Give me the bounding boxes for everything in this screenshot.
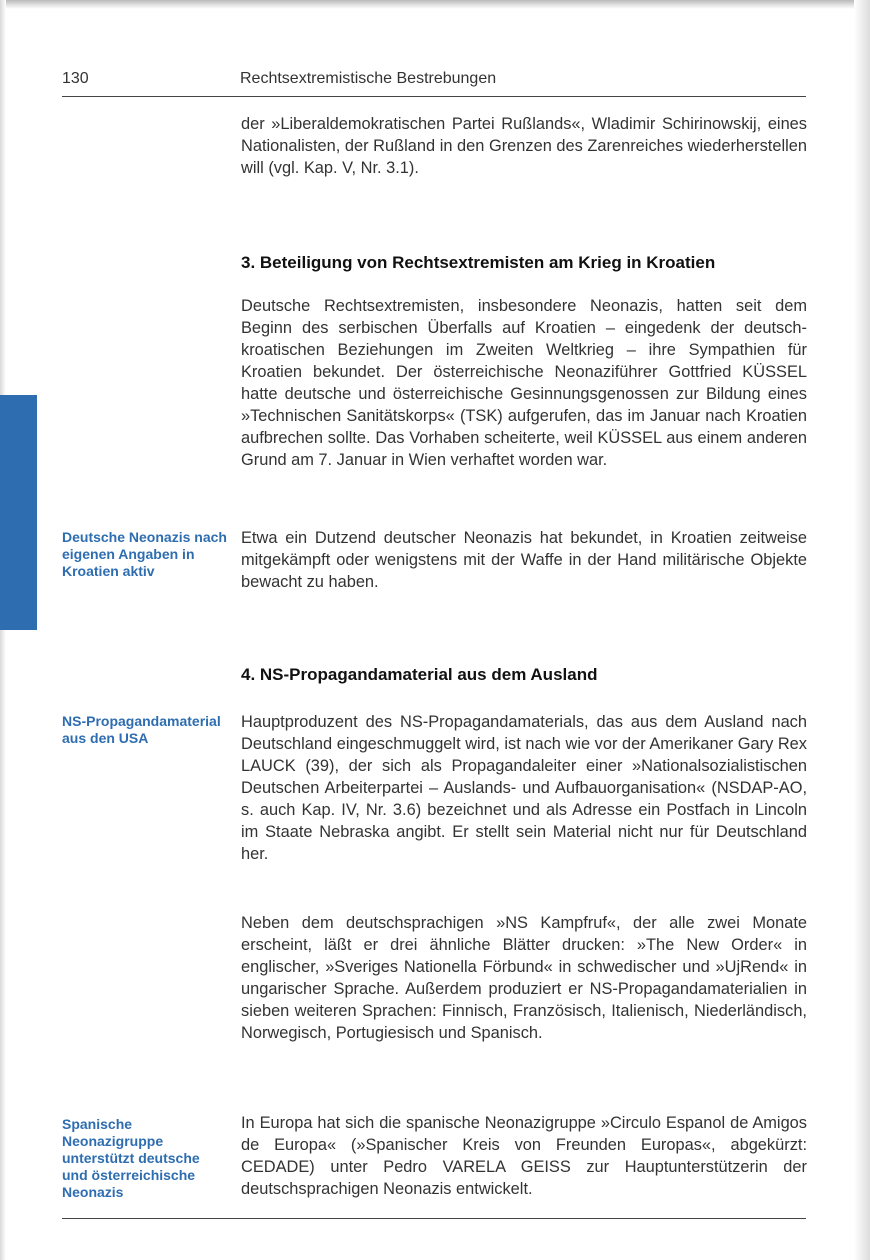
paragraph-intro: der »Liberaldemokratischen Partei Rußlands«, Wladimir Schirinowskij, eines Nationalisten, der Rußland in den Grenzen des Zarenreiches wiederherstellen will (vgl. Kap. V, Nr. 3.1). [241, 115, 807, 177]
paragraph-croatia-1: Deutsche Rechtsextremisten, insbesondere Neonazis, hatten seit dem Beginn des serbischen Überfalls auf Kroatien – eingedenk der deutsch-kroatischen Beziehungen im Zweiten Weltkrieg – ihre Sympathien für Kroatien bekundet. Der österreichische Neonaziführer Gottfried KÜSSEL hatte deutsche und österreichische Gesinnungsgenossen zur Bildung eines »Technischen Sanitätskorps« (TSK) aufgerufen, das im Januar nach Kroatien aufbrechen sollte. Das Vorhaben scheiterte, weil KÜSSEL aus einem anderen Grund am 7. Januar in Wien verhaftet worden war. [241, 297, 807, 469]
paragraph-propaganda-2: Neben dem deutschsprachigen »NS Kampfruf«, der alle zwei Monate erscheint, läßt er drei ähnliche Blätter drucken: »The New Order« in englischer, »Sveriges Nationella Förbund« in schwedischer und »UjRend« in ungarischer Sprache. Außerdem produziert er NS-Propagandamaterialien in sieben weiteren Sprachen: Finnisch, Französisch, Italienisch, Niederländisch, Norwegisch, Portugiesisch und Spanisch. [241, 914, 807, 1042]
chapter-thumb-tab [0, 395, 37, 630]
paragraph-propaganda-3: In Europa hat sich die spanische Neonazigruppe »Circulo Espanol de Amigos de Europa« (»Spanischer Kreis von Freunden Europas«, abgekürzt: CEDADE) unter Pedro VARELA GEISS zur Hauptunterstützerin der deutschsprachigen Neonazis entwickelt. [241, 1114, 807, 1198]
header-rule [62, 96, 806, 97]
running-title: Rechtsextremistische Bestrebungen [240, 70, 497, 87]
paragraph-croatia-2: Etwa ein Dutzend deutscher Neonazis hat bekundet, in Kroatien zeitweise mitgekämpft oder wenigstens mit der Waffe in der Hand militärische Objekte bewacht zu haben. [241, 529, 807, 591]
footer-rule [62, 1218, 806, 1219]
page-right-edge [854, 0, 870, 1260]
section-heading-4: 4. NS-Propagandamaterial aus dem Ausland [241, 665, 598, 684]
page-left-edge [0, 0, 6, 1260]
page-top-shadow [0, 0, 870, 9]
page-number: 130 [62, 70, 89, 87]
sidenote-croatia: Deutsche Neonazis nach eigenen Angaben in Kroatien aktiv [62, 529, 227, 579]
paragraph-propaganda-1: Hauptproduzent des NS-Propagandamaterials, das aus dem Ausland nach Deutschland eingeschmuggelt wird, ist nach wie vor der Amerikaner Gary Rex LAUCK (39), der sich als Propagandaleiter einer »Nationalsozialistischen Deutschen Arbeiterpartei – Auslands- und Aufbauorganisation« (NSDAP-AO, s. auch Kap. IV, Nr. 3.6) bezeichnet und als Adresse ein Postfach in Lincoln im Staate Nebraska angibt. Er stellt sein Material nicht nur für Deutschland her. [241, 713, 807, 863]
sidenote-spain: Spanische Neonazigruppe unterstützt deutsche und österreichische Neonazis [62, 1116, 200, 1200]
section-heading-3: 3. Beteiligung von Rechtsextremisten am Krieg in Kroatien [241, 253, 716, 272]
sidenote-usa: NS-Propagandamaterial aus den USA [62, 713, 221, 746]
